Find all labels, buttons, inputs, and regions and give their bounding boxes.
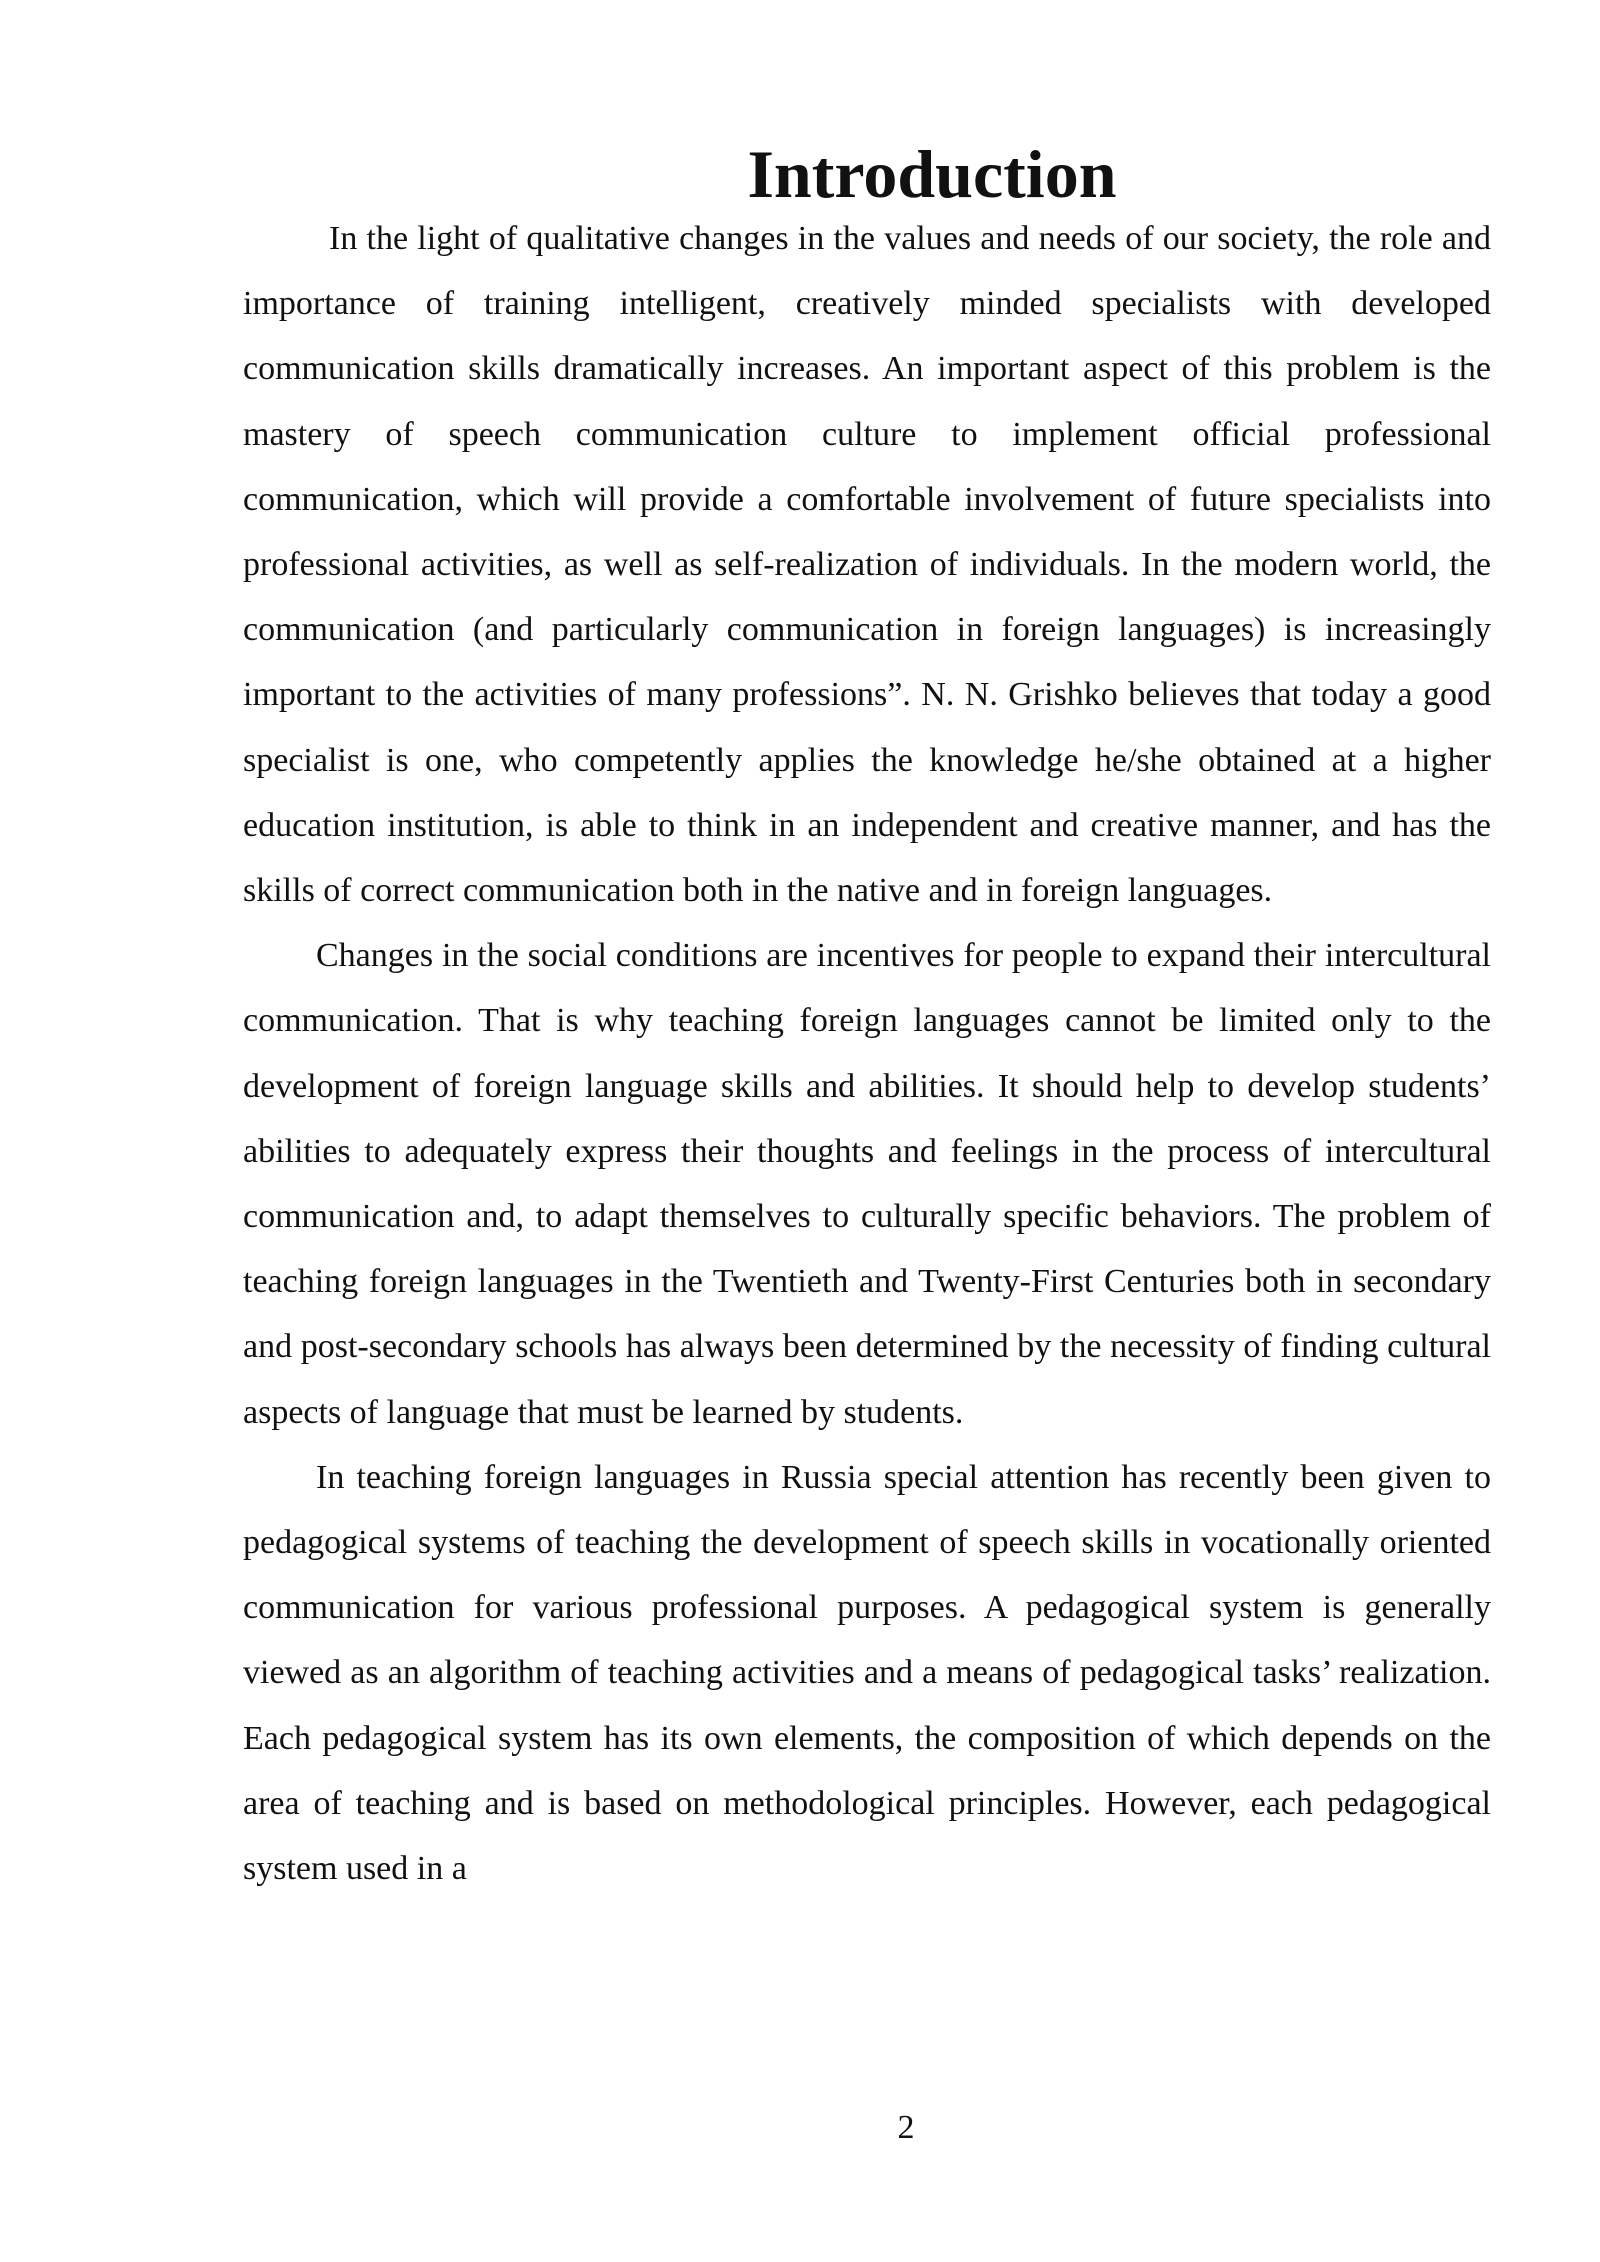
paragraph-2: Changes in the social conditions are incentives for people to expand their intercultural communication. That is why teaching foreign languages cannot be limited only to the development of foreign language skills and abilities. It should help to develop students’ abilities to adequately express their thoughts and feelings in the process of intercultural communication and, to adapt themselves to culturally specific behaviors. The problem of teaching foreign languages in the Twentieth and Twenty-First Centuries both in secondary and post-secondary schools has always been determined by the necessity of finding cultural aspects of language that must be learned by students. [243,937,1491,1431]
document-body [243,136,1491,1901]
paragraph-1: In the light of qualitative changes in the values and needs of our society, the role and importance of training intelligent, creatively minded specialists with developed communication skills dramatically increases. An important aspect of this problem is the mastery of speech communication culture to implement official professional communication, which will provide a comfortable involvement of future specialists into professional activities, as well as self-realization of individuals. In the modern world, the communication (and particularly communication in foreign languages) is increasingly important to the activities of many professions”. N. N. Grishko believes that today a good specialist is one, who competently applies the knowledge he/she obtained at a higher education institution, is able to think in an independent and creative manner, and has the skills of correct communication both in the native and in foreign languages. [243,220,1491,910]
paragraph-3: In teaching foreign languages in Russia special attention has recently been given to pedagogical systems of teaching the development of speech skills in vocationally oriented communication for various professional purposes. A pedagogical system is generally viewed as an algorithm of teaching activities and a means of pedagogical tasks’ realization. Each pedagogical system has its own elements, the composition of which depends on the area of teaching and is based on methodological principles. However, each pedagogical system used in a [243,1458,1491,1888]
page-title: Introduction [747,136,1117,212]
page-number: 2 [897,2109,915,2146]
